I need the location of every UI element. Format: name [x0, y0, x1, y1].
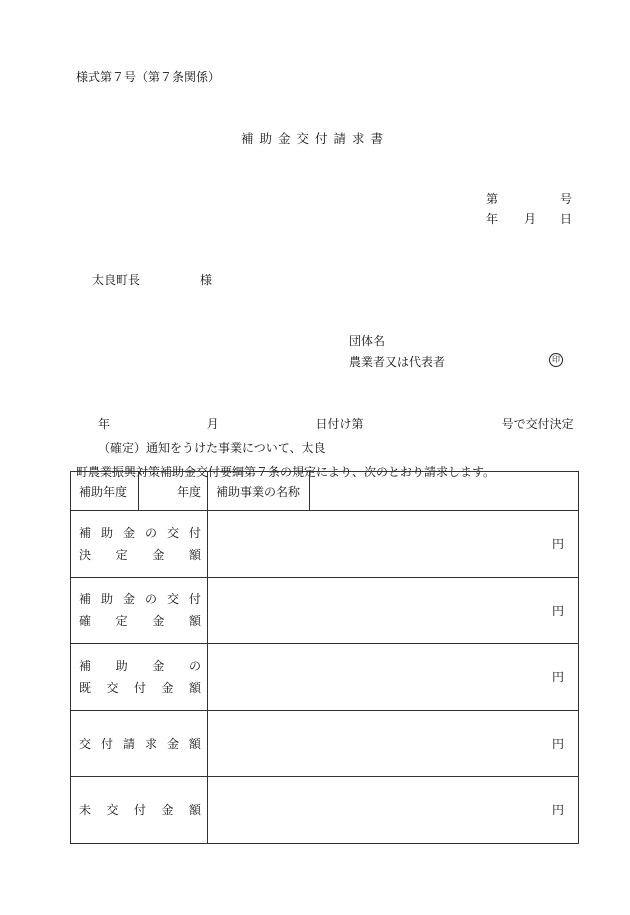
label-char: 金 — [122, 592, 135, 607]
label-char: 金 — [152, 547, 165, 562]
label-char: 助 — [100, 525, 113, 540]
statement-line-2: 町農業振興対策補助金交付要綱第７条の規定により、次のとおり請求します。 — [76, 465, 496, 479]
label-char: 交 — [106, 803, 119, 818]
label-char: 補 — [79, 592, 92, 607]
label-char: の — [144, 525, 157, 540]
statement-day: 日付け第 — [315, 417, 364, 431]
representative-line — [349, 353, 563, 370]
label-char: 付 — [133, 680, 146, 695]
table-row — [71, 777, 579, 844]
label-char: 補 — [79, 658, 92, 673]
group-name-label: 団体名 — [349, 334, 386, 348]
label-char: 額 — [188, 736, 201, 751]
label-char: 補 — [79, 525, 92, 540]
label-char: 金 — [152, 658, 165, 673]
label-char: 額 — [188, 614, 201, 629]
request-amount-label — [71, 710, 208, 777]
label-char: 定 — [115, 547, 128, 562]
label-char: 確 — [79, 614, 92, 629]
label-char: 既 — [79, 680, 92, 695]
label-char: 交 — [166, 525, 179, 540]
request-amount-field[interactable]: 円 — [208, 710, 579, 777]
project-name-label: 補助事業の名称 — [208, 472, 310, 511]
label-char: 定 — [115, 614, 128, 629]
statement-line-1 — [76, 412, 578, 460]
label-char: の — [144, 592, 157, 607]
table-row — [71, 710, 579, 777]
ref-no-suffix: 号 — [559, 192, 572, 206]
label-char: 請 — [122, 736, 135, 751]
paid-amount-field[interactable]: 円 — [208, 644, 579, 711]
seal-mark: 印 — [549, 353, 563, 367]
label-char: 金 — [166, 736, 179, 751]
decided-amount-field[interactable]: 円 — [208, 511, 579, 578]
label-char: 付 — [188, 592, 201, 607]
form-number: 様式第７号（第７条関係） — [76, 70, 221, 84]
label-char: 額 — [188, 803, 201, 818]
addressee-honorific: 様 — [200, 273, 213, 287]
date-year: 年 — [486, 212, 499, 226]
label-char: 金 — [161, 803, 174, 818]
request-table — [70, 471, 579, 844]
table-header-row — [71, 472, 579, 511]
label-char: 助 — [115, 658, 128, 673]
label-char: 付 — [133, 803, 146, 818]
label-char: 求 — [144, 736, 157, 751]
table-row — [71, 644, 579, 711]
unpaid-amount-field[interactable]: 円 — [208, 777, 579, 844]
project-name-field[interactable] — [310, 472, 579, 511]
statement-year: 年 — [98, 417, 111, 431]
addressee — [92, 271, 213, 288]
statement-month: 月 — [206, 417, 219, 431]
unpaid-amount-label — [71, 777, 208, 844]
label-char: 額 — [188, 547, 201, 562]
label-char: の — [188, 658, 201, 673]
table-row — [71, 511, 579, 578]
label-char: 金 — [161, 680, 174, 695]
label-char: 助 — [100, 592, 113, 607]
addressee-name: 太良町長 — [92, 273, 141, 287]
label-char: 交 — [166, 592, 179, 607]
label-char: 金 — [152, 614, 165, 629]
representative-label: 農業者又は代表者 — [349, 355, 446, 369]
statement-rest: 号で交付決定（確定）通知をうけた事業について、太良 — [98, 417, 574, 455]
fiscal-year-label: 補助年度 — [71, 472, 139, 511]
ref-no-prefix: 第 — [486, 192, 499, 206]
label-char: 交 — [79, 736, 92, 751]
label-char: 交 — [106, 680, 119, 695]
label-char: 額 — [188, 680, 201, 695]
paid-amount-label — [71, 644, 208, 711]
fiscal-year-field[interactable]: 年度 — [139, 472, 208, 511]
date-day: 日 — [559, 212, 572, 226]
document-title: 補助金交付請求書 — [240, 131, 389, 146]
label-char: 付 — [188, 525, 201, 540]
date-month: 月 — [524, 212, 537, 226]
table-row — [71, 577, 579, 644]
confirmed-amount-label — [71, 577, 208, 644]
label-char: 未 — [79, 803, 92, 818]
label-char: 決 — [79, 547, 92, 562]
confirmed-amount-field[interactable]: 円 — [208, 577, 579, 644]
label-char: 金 — [122, 525, 135, 540]
decided-amount-label — [71, 511, 208, 578]
label-char: 付 — [100, 736, 113, 751]
